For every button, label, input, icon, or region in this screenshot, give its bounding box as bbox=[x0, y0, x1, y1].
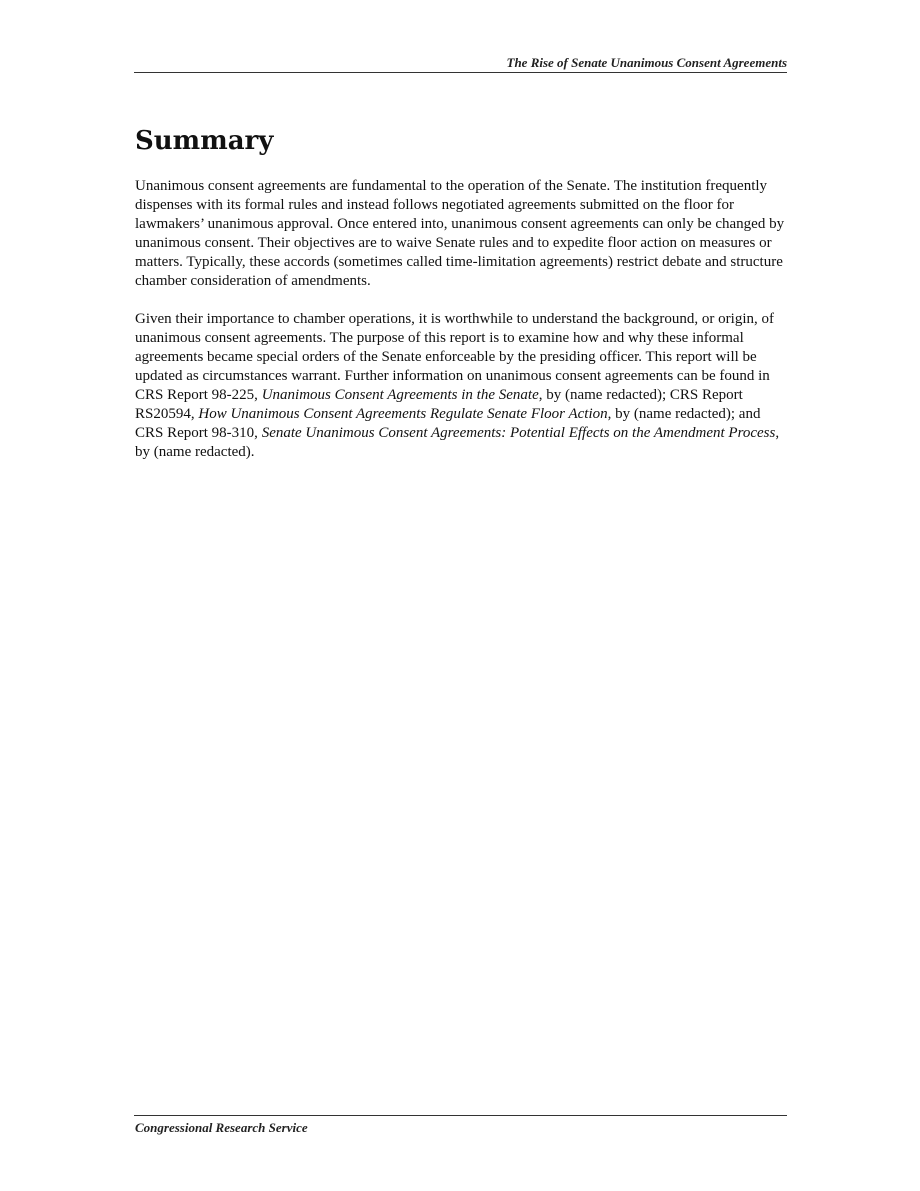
header-rule bbox=[134, 72, 787, 73]
report-title-98-310: Senate Unanimous Consent Agreements: Potential Effects on the Amendment Process bbox=[261, 425, 776, 441]
paragraph-2-connector-1: , by (name redacted); CRS Report RS20594, bbox=[135, 387, 743, 422]
footer-rule bbox=[134, 1115, 787, 1116]
paragraph-2-connector-2: , by (name redacted); and CRS Report 98-310, bbox=[135, 406, 761, 441]
page-title: Summary bbox=[135, 126, 274, 156]
report-title-rs20594: How Unanimous Consent Agreements Regulate Senate Floor Action bbox=[198, 406, 608, 422]
running-footer-organization: Congressional Research Service bbox=[135, 1120, 308, 1135]
summary-paragraph-2 bbox=[135, 310, 787, 462]
running-header-title: The Rise of Senate Unanimous Consent Agreements bbox=[506, 55, 787, 70]
paragraph-2-intro: Given their importance to chamber operations, it is worthwhile to understand the background, or origin, of unanimous consent agreements. The purpose of this report is to examine how and why these informal agreements became special orders of the Senate enforceable by the presiding officer. This report will be updated as circumstances warrant. Further information on unanimous consent agreements can be found in CRS Report 98-225, bbox=[135, 311, 775, 403]
summary-paragraph-1: Unanimous consent agreements are fundamental to the operation of the Senate. The institution frequently dispenses with its formal rules and instead follows negotiated agreements submitted on the floor for lawmakers’ unanimous approval. Once entered into, unanimous consent agreements can only be changed by unanimous consent. Their objectives are to waive Senate rules and to expedite floor action on measures or matters. Typically, these accords (sometimes called time-limitation agreements) restrict debate and structure chamber consideration of amendments. bbox=[135, 178, 785, 289]
paragraph-2-closing: , by (name redacted). bbox=[135, 425, 780, 460]
report-title-98-225: Unanimous Consent Agreements in the Senate bbox=[261, 387, 539, 403]
